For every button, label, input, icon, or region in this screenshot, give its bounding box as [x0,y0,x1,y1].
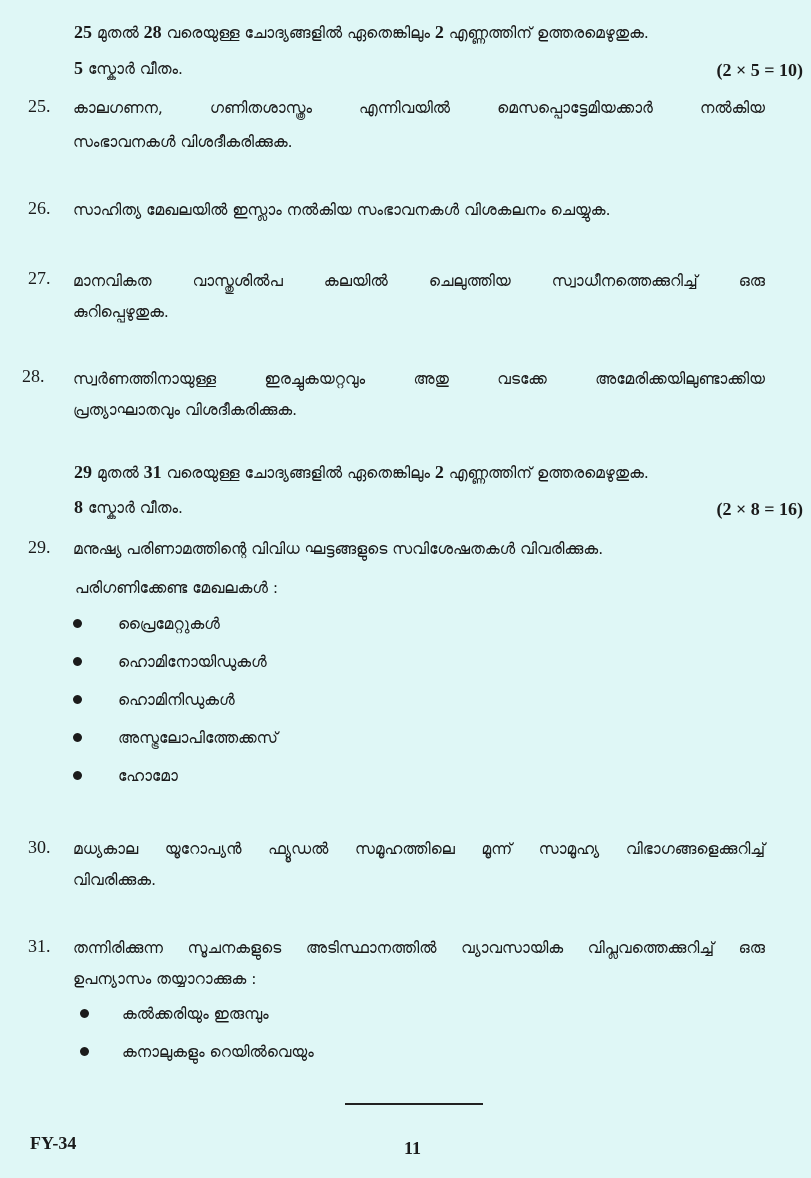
score-value: 5 [74,58,83,78]
question-line: സ്വർണത്തിനായുള്ള ഇരച്ചുകയറ്റവും അതു വടക്കേ അമേരിക്കയിലുണ്ടാക്കിയ [73,370,765,388]
list-item: ഹൊമിനോയിഡുകൾ [118,653,267,671]
question-line: കാലഗണന, ഗണിതശാസ്ത്രം എന്നിവയിൽ മെസപ്പൊട്ടേമിയക്കാർ നൽകിയ [73,99,765,117]
list-item: ഹോമോ [118,767,178,785]
range-start: 29 [74,462,92,482]
question-line: തന്നിരിക്കുന്ന സൂചനകളുടെ അടിസ്ഥാനത്തിൽ വ്യാവസായിക വിപ്ലവത്തെക്കുറിച്ച് ഒരു [73,939,765,957]
question-number: 30. [28,837,51,857]
end-rule [345,1103,483,1105]
range-end: 31 [143,462,162,482]
bullet-icon [73,771,82,780]
bullet-icon [80,1047,89,1056]
marks-2: (2 × 8 = 16) [716,499,803,519]
page-number: 11 [404,1138,422,1158]
question-number: 25. [28,96,51,116]
question-line: വിവരിക്കുക. [73,871,157,889]
list-item: ഹൊമിനിഡുകൾ [118,691,235,709]
paper-code: FY-34 [30,1133,77,1153]
section-instruction-2 [74,462,774,492]
list-item: കനാലുകളും റെയിൽവെയും [122,1043,314,1061]
bullet-icon [80,1009,89,1018]
question-line: മാനവികത വാസ്തുശിൽപ കലയിൽ ചെലുത്തിയ സ്വാധീനത്തെക്കുറിച്ച് ഒരു [73,272,765,290]
bullet-icon [73,657,82,666]
score-text: സ്കോർ വീതം. [87,60,183,78]
list-item: കൽക്കരിയും ഇരുമ്പും [122,1005,269,1023]
question-number: 27. [28,268,51,288]
question-line: പ്രത്യാഘാതവും വിശദീകരിക്കുക. [73,401,298,419]
score-text: സ്കോർ വീതം. [87,499,183,517]
score-note-2 [74,497,183,527]
bullet-icon [73,619,82,628]
instruction-text: എണ്ണത്തിന് ഉത്തരമെഴുതുക. [448,464,649,482]
bullet-icon [73,695,82,704]
instruction-text: മുതൽ [96,24,139,42]
question-line: കുറിപ്പെഴുതുക. [73,303,169,321]
instruction-text: വരെയുള്ള ചോദ്യങ്ങളിൽ ഏതെങ്കിലും [166,24,430,42]
question-number: 31. [28,936,51,956]
marks-1: (2 × 5 = 10) [716,60,803,80]
question-line: മധ്യകാല യൂറോപ്യൻ ഫ്യൂഡൽ സമൂഹത്തിലെ മൂന്ന് സാമൂഹ്യ വിഭാഗങ്ങളെക്കുറിച്ച് [73,840,765,858]
question-line: ഉപന്യാസം തയ്യാറാക്കുക : [73,970,257,988]
instruction-text: എണ്ണത്തിന് ഉത്തരമെഴുതുക. [448,24,649,42]
instruction-text: മുതൽ [96,464,139,482]
range-start: 25 [74,22,92,42]
section-instruction-1 [74,22,774,52]
question-number: 26. [28,198,51,218]
question-line: സാഹിത്യ മേഖലയിൽ ഇസ്ലാം നൽകിയ സംഭാവനകൾ വിശകലനം ചെയ്യുക. [73,201,611,219]
sub-heading: പരിഗണിക്കേണ്ട മേഖലകൾ : [75,579,279,597]
answer-count: 2 [434,462,444,482]
score-note-1 [74,58,183,88]
question-line: സംഭാവനകൾ വിശദീകരിക്കുക. [73,133,293,151]
bullet-icon [73,733,82,742]
question-number: 29. [28,537,51,557]
answer-count: 2 [434,22,444,42]
score-value: 8 [74,497,83,517]
question-number: 28. [22,366,45,386]
question-line: മനുഷ്യ പരിണാമത്തിന്റെ വിവിധ ഘട്ടങ്ങളുടെ സവിശേഷതകൾ വിവരിക്കുക. [73,540,604,558]
list-item: അസ്ട്രലോപിത്തേക്കസ് [118,729,278,747]
range-end: 28 [143,22,162,42]
list-item: പ്രൈമേറ്റുകൾ [118,615,220,633]
instruction-text: വരെയുള്ള ചോദ്യങ്ങളിൽ ഏതെങ്കിലും [166,464,430,482]
